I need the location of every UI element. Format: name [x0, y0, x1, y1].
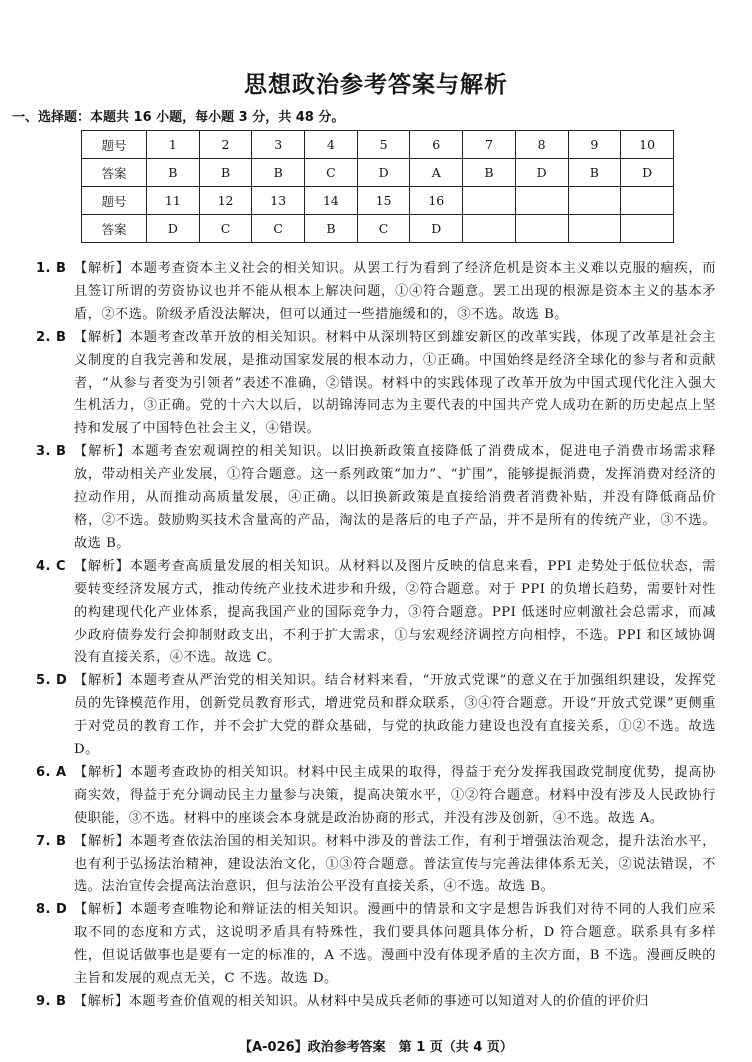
explanation-item — [36, 899, 716, 991]
table-cell: D — [410, 215, 463, 243]
table-cell: 13 — [252, 187, 305, 215]
table-cell: 1 — [147, 131, 200, 159]
table-row — [82, 159, 674, 187]
table-cell: C — [199, 215, 252, 243]
explanation-item — [36, 762, 716, 831]
table-cell: B — [147, 159, 200, 187]
item-number: 9. B — [36, 994, 67, 1009]
answer-explanations — [36, 258, 716, 1014]
table-cell: 15 — [357, 187, 410, 215]
table-cell: C — [252, 215, 305, 243]
item-text: 【解析】本题考查政协的相关知识。材料中民主成果的取得，得益于充分发挥我国政党制度优势，提高协商实效，得益于充分调动民主力量参与决策，提高决策水平，①②符合题意。材料中没有涉及人民政协行使职能，③不选。材料中的座谈会本身就是政治协商的形式，并没有涉及创新，④不选。故选 A。 — [74, 764, 716, 826]
item-number: 7. B — [36, 833, 67, 849]
table-row — [82, 131, 674, 159]
table-cell: 3 — [252, 131, 305, 159]
table-cell — [463, 215, 516, 243]
table-cell: 14 — [305, 187, 358, 215]
table-cell: 7 — [463, 131, 516, 159]
table-cell: D — [621, 159, 674, 187]
item-text: 【解析】本题考查依法治国的相关知识。材料中涉及的普法工作，有利于增强法治观念，提升法治水平，也有利于弘扬法治精神，建设法治文化，①③符合题意。普法宣传与完善法律体系无关，②说法错误，不选。法治宣传会提高法治意识，但与法治公平没有直接关系，④不选。故选 B。 — [74, 833, 716, 895]
explanation-item — [36, 258, 716, 327]
item-number: 5. D — [36, 673, 68, 689]
explanation-item — [36, 831, 716, 900]
table-cell: B — [199, 159, 252, 187]
table-cell: B — [463, 159, 516, 187]
item-text: 【解析】本题考查资本主义社会的相关知识。从罢工行为看到了经济危机是资本主义难以克服的痼疾，而且签订所谓的劳资协议也并不能从根本上解决问题，①④符合题意。罢工出现的根源是资本主义的基本矛盾，②不选。阶级矛盾没法解决，但可以通过一些措施缓和的，③不选。故选 B。 — [74, 261, 716, 322]
table-cell: 12 — [199, 187, 252, 215]
table-cell: C — [357, 215, 410, 243]
table-cell: 4 — [305, 131, 358, 159]
explanation-item — [36, 441, 716, 556]
table-cell — [621, 215, 674, 243]
table-cell: 11 — [147, 187, 200, 215]
table-cell: 16 — [410, 187, 463, 215]
explanation-item — [36, 556, 716, 671]
table-cell: 答案 — [82, 159, 147, 187]
explanation-item — [36, 991, 716, 1014]
page-footer: 【A-026】政治参考答案 第 1 页（共 4 页） — [239, 1040, 513, 1055]
table-cell: 2 — [199, 131, 252, 159]
table-cell: 答案 — [82, 215, 147, 243]
item-text: 【解析】本题考查改革开放的相关知识。材料中从深圳特区到雄安新区的改革实践，体现了改革是社会主义制度的自我完善和发展，是推动国家发展的根本动力，①正确。中国始终是经济全球化的参与者和贡献者，“从参与者变为引领者”表述不准确，②错误。材料中的实践体现了改革开放为中国式现代化注入强大生机活力，③正确。党的十六大以后，以胡锦涛同志为主要代表的中国共产党人成功在新的历史起点上坚持和发展了中国特色社会主义，④错误。 — [74, 329, 716, 437]
table-cell: D — [357, 159, 410, 187]
item-text: 【解析】本题考查高质量发展的相关知识。从材料以及图片反映的信息来看，PPI 走势处于低位状态，需要转变经济发展方式，推动传统产业技术进步和升级，②符合题意。对于 PPI 的负增长趋势，需要针对性的构建现代化产业体系，提高我国产业的国际竞争力，③符合题意。PPI 低迷时应刺激社会总需求，而减少政府债券发行会抑制财政支出，不利于扩大需求，①与宏观经济调控方向相悖，不选。PPI 和区域协调没有直接关系，④不选。故选 C。 — [74, 558, 716, 666]
table-row — [82, 187, 674, 215]
table-cell — [568, 187, 621, 215]
table-cell — [568, 215, 621, 243]
item-number: 3. B — [36, 444, 67, 460]
table-cell: D — [515, 159, 568, 187]
table-cell: A — [410, 159, 463, 187]
item-number: 4. C — [36, 558, 67, 574]
table-cell: C — [305, 159, 358, 187]
answer-table — [81, 130, 674, 243]
table-cell — [463, 187, 516, 215]
table-cell — [515, 215, 568, 243]
section-heading: 一、选择题：本题共 16 小题，每小题 3 分，共 48 分。 — [12, 110, 345, 125]
table-cell: 5 — [357, 131, 410, 159]
table-cell: 8 — [515, 131, 568, 159]
table-cell: 题号 — [82, 131, 147, 159]
table-cell: 6 — [410, 131, 463, 159]
table-cell: D — [147, 215, 200, 243]
item-number: 1. B — [36, 261, 67, 276]
page-title: 思想政治参考答案与解析 — [244, 72, 508, 98]
table-cell — [515, 187, 568, 215]
explanation-item — [36, 670, 716, 762]
item-text: 【解析】本题考查宏观调控的相关知识。以旧换新政策直接降低了消费成本，促进电子消费市场需求释放，带动相关产业发展，①符合题意。这一系列政策“加力”、“扩围”，能够提振消费，发挥消费对经济的拉动作用，从而推动高质量发展，④正确。以旧换新政策是直接给消费者消费补贴，并没有降低商品价格，②不选。鼓励购买技术含量高的产品，淘汰的是落后的电子产品，并不是所有的传统产业，③不选。故选 B。 — [74, 444, 716, 551]
table-cell: 9 — [568, 131, 621, 159]
explanation-item — [36, 327, 716, 442]
table-cell: 题号 — [82, 187, 147, 215]
table-cell — [621, 187, 674, 215]
item-text: 【解析】本题考查从严治党的相关知识。结合材料来看，“开放式党课”的意义在于加强组织建设，发挥党员的先锋模范作用，创新党员教育形式，增进党员和群众联系，③④符合题意。开设“开放式党课”更侧重于对党员的教育工作，并不会扩大党的群众基础，与党的执政能力建设也没有直接关系，①②不选。故选 D。 — [74, 673, 716, 758]
item-text: 【解析】本题考查唯物论和辩证法的相关知识。漫画中的情景和文字是想告诉我们对待不同的人我们应采取不同的态度和方式，这说明矛盾具有特殊性，我们要具体问题具体分析，D 符合题意。联系具有多样性，但说话做事也是要有一定的标准的，A 不选。漫画中没有体现矛盾的主次方面，B 不选。漫画反映的主旨和发展的观点无关，C 不选。故选 D。 — [74, 902, 716, 987]
item-number: 8. D — [36, 902, 68, 918]
item-text: 【解析】本题考查价值观的相关知识。从材料中吴成兵老师的事迹可以知道对人的价值的评价归 — [74, 994, 649, 1009]
table-cell: B — [568, 159, 621, 187]
table-cell: B — [252, 159, 305, 187]
table-cell: 10 — [621, 131, 674, 159]
table-cell: B — [305, 215, 358, 243]
item-number: 2. B — [36, 329, 67, 345]
table-row — [82, 215, 674, 243]
item-number: 6. A — [36, 764, 67, 780]
